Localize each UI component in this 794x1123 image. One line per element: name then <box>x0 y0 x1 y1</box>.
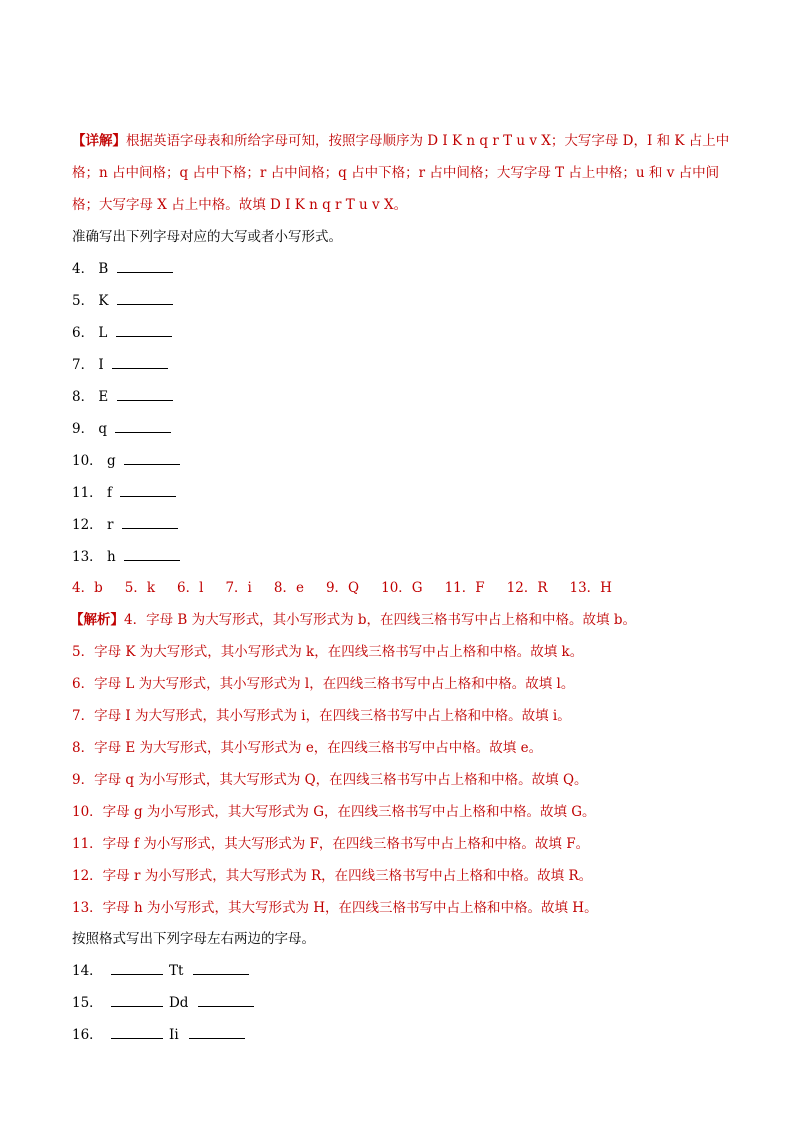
question-item <box>72 515 178 535</box>
answer-item: 9．Q <box>325 580 360 596</box>
answer-blank-left[interactable] <box>111 961 163 975</box>
answers-row <box>72 578 634 598</box>
detail-line-2: 格；n 占中间格；q 占中下格；r 占中间格；q 占中下格；r 占中间格；大写字母 T 占上中格；u 和 v 占中间 <box>72 165 720 181</box>
question-number: 16． <box>72 1027 107 1043</box>
answer-item: 13．H <box>569 580 612 596</box>
answer-blank[interactable] <box>124 451 180 465</box>
answer-blank[interactable] <box>112 355 168 369</box>
letter-pair: Tt <box>168 963 184 979</box>
section1-instruction: 准确写出下列字母对应的大写或者小写形式。 <box>72 229 342 245</box>
question-text: 13． h <box>72 549 120 565</box>
detail-tag: 【详解】 <box>72 133 126 149</box>
answer-item: 5．k <box>124 580 156 596</box>
analysis-text: 6．字母 L 为大写形式，其小写形式为 l，在四线三格书写中占上格和中格。故填 l。 <box>72 676 575 692</box>
letter-pair: Dd <box>168 995 189 1011</box>
analysis-text: 7．字母 I 为大写形式，其小写形式为 i，在四线三格书写中占上格和中格。故填 i。 <box>72 708 571 724</box>
letter-pair: Ii <box>168 1027 179 1043</box>
analysis-text: 4．字母 B 为大写形式，其小写形式为 b，在四线三格书写中占上格和中格。故填 b。 <box>124 612 636 628</box>
answer-blank[interactable] <box>116 323 172 337</box>
answer-blank-left[interactable] <box>111 1025 163 1039</box>
question-text: 4． B <box>72 261 113 277</box>
question-item <box>72 355 168 375</box>
analysis-text: 13．字母 h 为小写形式，其大写形式为 H，在四线三格书写中占上格和中格。故填 H。 <box>72 900 598 916</box>
question-item <box>72 291 173 311</box>
question-text: 6． L <box>72 325 112 341</box>
answer-item: 11．F <box>444 580 485 596</box>
analysis-text: 12．字母 r 为小写形式，其大写形式为 R，在四线三格书写中占上格和中格。故填 R。 <box>72 868 593 884</box>
answer-item: 4．b <box>72 580 103 596</box>
answer-item: 10．G <box>381 580 423 596</box>
section2-instruction: 按照格式写出下列字母左右两边的字母。 <box>72 931 315 947</box>
question-item <box>72 547 180 567</box>
answer-blank[interactable] <box>117 387 173 401</box>
question-item <box>72 323 172 343</box>
analysis-text: 10．字母 g 为小写形式，其大写形式为 G，在四线三格书写中占上格和中格。故填 G。 <box>72 804 596 820</box>
answer-blank-right[interactable] <box>189 1025 245 1039</box>
answer-blank-right[interactable] <box>198 993 254 1007</box>
analysis-text: 11．字母 f 为小写形式，其大写形式为 F，在四线三格书写中占上格和中格。故填 F。 <box>72 836 590 852</box>
question-item <box>72 993 254 1013</box>
question-text: 11． f <box>72 485 117 501</box>
answer-blank-right[interactable] <box>193 961 249 975</box>
question-item <box>72 387 173 407</box>
question-number: 15． <box>72 995 107 1011</box>
analysis-line <box>72 674 574 694</box>
answer-item: 6．l <box>177 580 204 596</box>
question-text: 5． K <box>72 293 113 309</box>
analysis-line <box>72 738 542 758</box>
question-item <box>72 259 173 279</box>
answer-item: 12．R <box>506 580 548 596</box>
answer-blank[interactable] <box>122 515 178 529</box>
question-item <box>72 961 249 981</box>
analysis-line <box>72 610 636 630</box>
analysis-line <box>72 802 596 822</box>
answer-item: 8．e <box>273 580 304 596</box>
question-item <box>72 419 171 439</box>
analysis-line <box>72 898 598 918</box>
answer-blank-left[interactable] <box>111 993 163 1007</box>
question-item <box>72 1025 245 1045</box>
question-text: 12． r <box>72 517 118 533</box>
answer-blank[interactable] <box>124 547 180 561</box>
answer-blank[interactable] <box>117 291 173 305</box>
detail-text-1: 根据英语字母表和所给字母可知，按照字母顺序为 D I K n q r T u v X；大写字母 D，I 和 K 占上中 <box>126 133 730 149</box>
analysis-line <box>72 706 571 726</box>
analysis-line <box>72 834 589 854</box>
question-text: 7． I <box>72 357 109 373</box>
analysis-text: 5．字母 K 为大写形式，其小写形式为 k，在四线三格书写中占上格和中格。故填 k。 <box>72 644 584 660</box>
answer-item: 7．i <box>225 580 252 596</box>
question-number: 14． <box>72 963 107 979</box>
question-text: 9． q <box>72 421 112 437</box>
answer-blank[interactable] <box>115 419 171 433</box>
analysis-text: 9．字母 q 为小写形式，其大写形式为 Q，在四线三格书写中占上格和中格。故填 Q。 <box>72 772 588 788</box>
analysis-tag: 【解析】 <box>70 612 124 628</box>
question-item <box>72 483 176 503</box>
question-item <box>72 451 180 471</box>
analysis-line <box>72 866 592 886</box>
analysis-line <box>72 642 583 662</box>
answer-blank[interactable] <box>117 259 173 273</box>
question-text: 10． g <box>72 453 120 469</box>
analysis-line <box>72 770 588 790</box>
detail-line-3: 格；大写字母 X 占上中格。故填 D I K n q r T u v X。 <box>72 197 408 213</box>
analysis-text: 8．字母 E 为大写形式，其小写形式为 e，在四线三格书写中占中格。故填 e。 <box>72 740 543 756</box>
question-text: 8． E <box>72 389 113 405</box>
detail-line-1 <box>72 131 729 151</box>
answer-blank[interactable] <box>120 483 176 497</box>
